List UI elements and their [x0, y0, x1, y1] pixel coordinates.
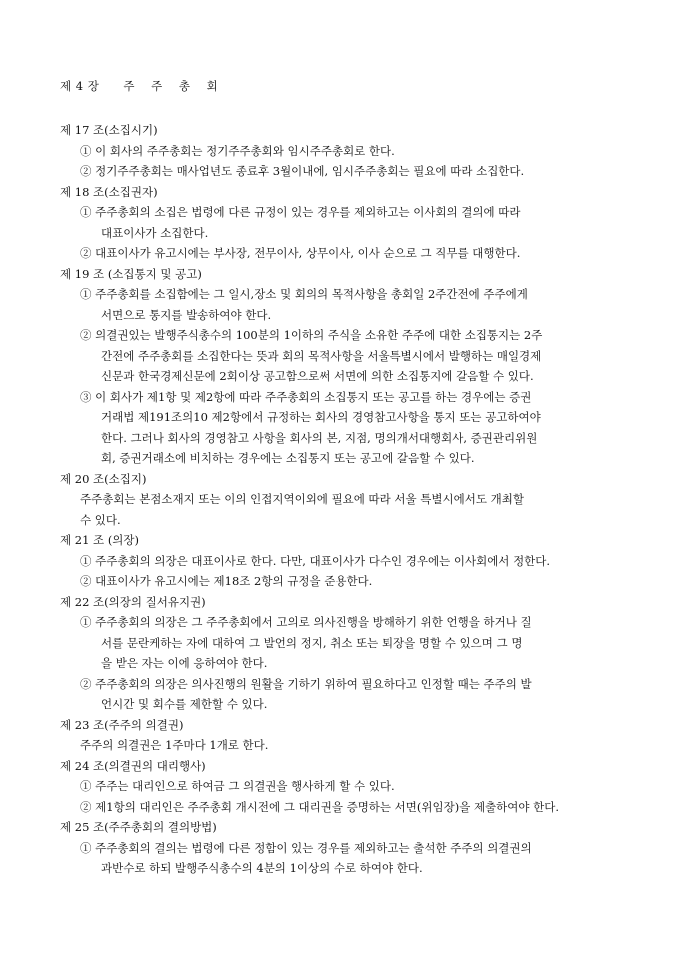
article-item: ① 주주총회의 결의는 법령에 다른 정함이 있는 경우를 제외하고는 출석한 주주의 의결권의	[80, 840, 532, 855]
article-item: ② 대표이사가 유고시에는 제18조 2항의 규정을 준용한다.	[80, 574, 373, 588]
article-heading: 제 21 조 (의장)	[60, 533, 140, 547]
chapter-label: 제 4 장	[60, 79, 100, 93]
article-body: 주주의 의결권은 1주마다 1개로 한다.	[80, 738, 269, 752]
article-item: ② 주주총회의 의장은 의사진행의 원활을 기하기 위하여 필요하다고 인정할 때는 주주의 발	[80, 676, 532, 691]
article-item: ① 주주는 대리인으로 하여금 그 의결권을 행사하게 할 수 있다.	[80, 779, 395, 793]
article-item: ② 정기주주총회는 매사업년도 종료후 3월이내에, 임시주주총회는 필요에 따라 소집한다.	[80, 164, 525, 178]
article-body: 주주총회는 본점소재지 또는 이의 인접지역이외에 필요에 따라 서울 특별시에서도 개최할	[80, 492, 524, 506]
article-item-continuation: 서를 문란케하는 자에 대하여 그 발언의 정지, 취소 또는 퇴장을 명할 수 있으며 그 명	[101, 635, 523, 650]
article-item-continuation: 한다. 그러나 회사의 경영참고 사항을 회사의 본, 지점, 명의개서대행회사, 증권관리위원	[101, 430, 538, 445]
article-heading: 제 17 조(소집시기)	[60, 123, 158, 137]
article-heading: 제 18 조(소집권자)	[60, 184, 158, 199]
article-item-continuation: 을 받은 자는 이에 응하여야 한다.	[101, 656, 268, 670]
article-item: ① 이 회사의 주주총회는 정기주주총회와 임시주주총회로 한다.	[80, 143, 395, 158]
article-item: ① 주주총회의 의장은 그 주주총회에서 고의로 의사진행을 방해하기 위한 언행을 하거나 질	[80, 615, 532, 629]
article-heading: 제 20 조(소집지)	[60, 471, 147, 486]
article-heading: 제 23 조(주주의 의결권)	[60, 717, 184, 732]
article-heading: 제 19 조 (소집통지 및 공고)	[60, 266, 202, 281]
article-body: 수 있다.	[80, 512, 121, 527]
article-item: ① 주주총회의 소집은 법령에 다른 규정이 있는 경우를 제외하고는 이사회의 결의에 따라	[80, 205, 521, 219]
article-item: ③ 이 회사가 제1항 및 제2항에 따라 주주총회의 소집통지 또는 공고를 하는 경우에는 증권	[80, 389, 532, 404]
article-item: ② 대표이사가 유고시에는 부사장, 전무이사, 상무이사, 이사 순으로 그 직무를 대행한다.	[80, 246, 521, 260]
article-item-continuation: 거래법 제191조의10 제2항에서 규정하는 회사의 경영참고사항을 통지 또는 공고하여야	[101, 410, 541, 424]
article-heading: 제 22 조(의장의 질서유지권)	[60, 594, 206, 609]
article-item-continuation: 서면으로 통지를 발송하여야 한다.	[101, 307, 272, 322]
article-heading: 제 24 조(의결권의 대리행사)	[60, 758, 206, 773]
article-heading: 제 25 조(주주총회의 결의방법)	[60, 820, 217, 834]
article-item-continuation: 신문과 한국경제신문에 2회이상 공고함으로써 서면에 의한 소집통지에 갈음할 수 있다.	[101, 369, 534, 383]
article-item-continuation: 회, 증권거래소에 비치하는 경우에는 소집통지 또는 공고에 갈음할 수 있다.	[101, 451, 475, 465]
article-item-continuation: 언시간 및 회수를 제한할 수 있다.	[101, 697, 268, 711]
chapter-heading	[60, 76, 660, 96]
article-item: ① 주주총회의 의장은 대표이사로 한다. 다만, 대표이사가 다수인 경우에는 이사회에서 정한다.	[80, 553, 551, 568]
article-item-continuation: 간전에 주주총회를 소집한다는 뜻과 회의 목적사항을 서울특별시에서 발행하는 매일경제	[101, 348, 542, 363]
chapter-title: 주 주 총 회	[123, 79, 219, 93]
article-item-continuation: 과반수로 하되 발행주식총수의 4분의 1이상의 수로 하여야 한다.	[101, 861, 423, 875]
article-item: ② 의결권있는 발행주식총수의 100분의 1이하의 주식을 소유한 주주에 대한 소집통지는 2주	[80, 328, 543, 342]
article-item: ① 주주총회를 소집함에는 그 일시,장소 및 회의의 목적사항을 총회일 2주간전에 주주에게	[80, 287, 528, 301]
article-item: ② 제1항의 대리인은 주주총회 개시전에 그 대리권을 증명하는 서면(위임장)을 제출하여야 한다.	[80, 799, 560, 814]
article-item-continuation: 대표이사가 소집한다.	[101, 225, 209, 240]
